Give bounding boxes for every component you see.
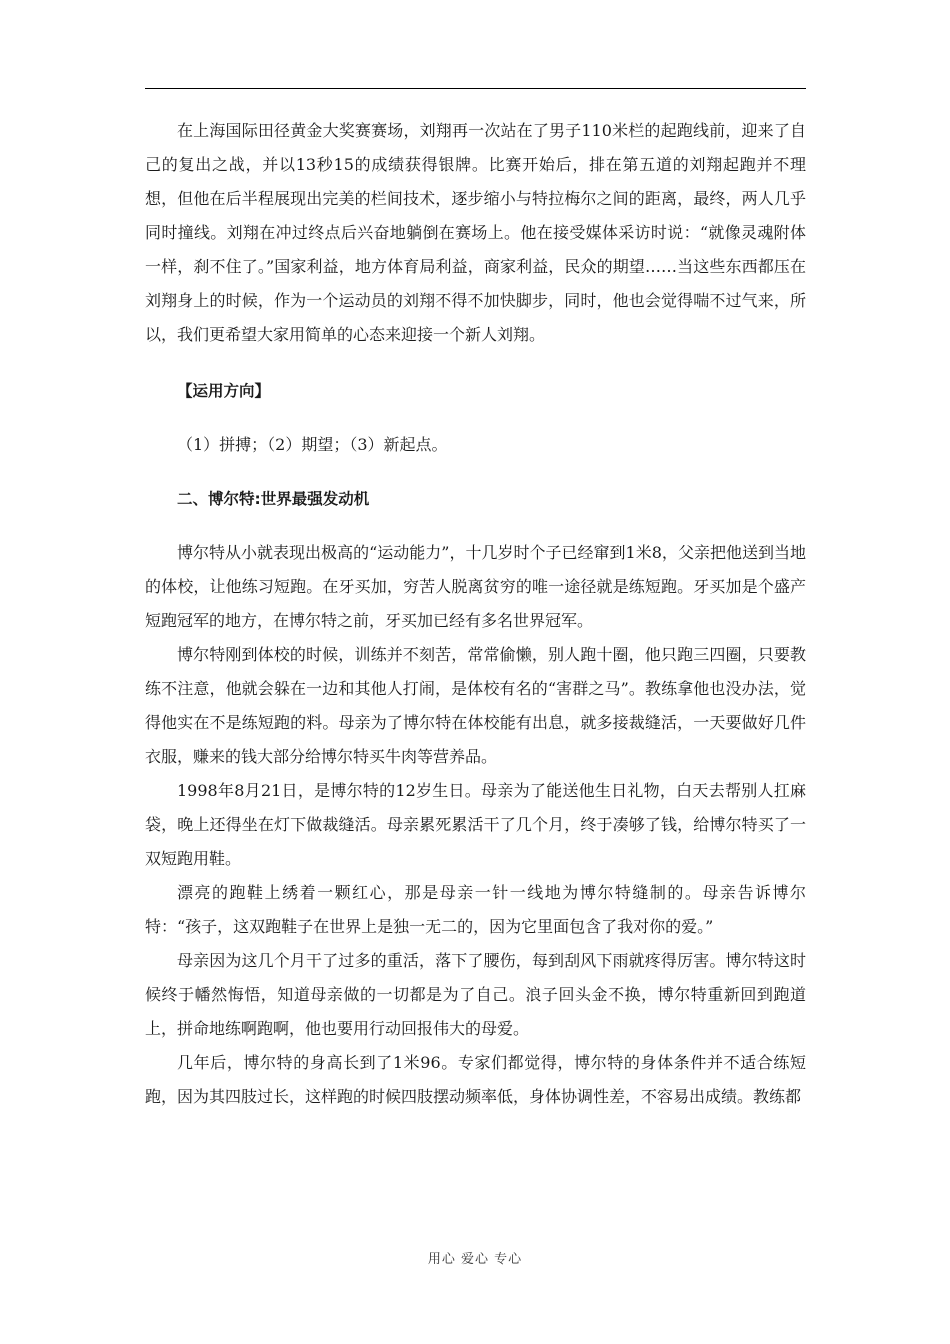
paragraph-liu-xiang: 在上海国际田径黄金大奖赛赛场，刘翔再一次站在了男子110米栏的起跑线前，迎来了自己的复出之战，并以13秒15的成绩获得银牌。比赛开始后，排在第五道的刘翔起跑并不理想，但他在后半程展现出完美的栏间技术，逐步缩小与特拉梅尔之间的距离，最终，两人几乎同时撞线。刘翔在冲过终点后兴奋地躺倒在赛场上。他在接受媒体采访时说：“就像灵魂附体一样，刹不住了。”国家利益，地方体育局利益，商家利益，民众的期望……当这些东西都压在刘翔身上的时候，作为一个运动员的刘翔不得不加快脚步，同时，他也会觉得喘不过气来，所以，我们更希望大家用简单的心态来迎接一个新人刘翔。: [145, 121, 806, 344]
paragraph-bolt-3: 1998年8月21日，是博尔特的12岁生日。母亲为了能送他生日礼物，白天去帮别人扛麻袋，晚上还得坐在灯下做裁缝活。母亲累死累活干了几个月，终于凑够了钱，给博尔特买了一双短跑用鞋。: [145, 781, 806, 868]
header-rule: [145, 88, 806, 89]
paragraph-bolt-4: 漂亮的跑鞋上绣着一颗红心，那是母亲一针一线地为博尔特缝制的。母亲告诉博尔特：“孩子，这双跑鞋子在世界上是独一无二的，因为它里面包含了我对你的爱。”: [145, 883, 806, 936]
page-footer: 用心 爱心 专心: [427, 1252, 523, 1267]
paragraph-bolt-2: 博尔特刚到体校的时候，训练并不刻苦，常常偷懒，别人跑十圈，他只跑三四圈，只要教练不注意，他就会躲在一边和其他人打闹，是体校有名的“害群之马”。教练拿他也没办法，觉得他实在不是练短跑的料。母亲为了博尔特在体校能有出息，就多接裁缝活，一天要做好几件衣服，赚来的钱大部分给博尔特买牛肉等营养品。: [145, 645, 806, 766]
usage-heading: 【运用方向】: [177, 382, 271, 400]
paragraph-bolt-5: 母亲因为这几个月干了过多的重活，落下了腰伤，每到刮风下雨就疼得厉害。博尔特这时候终于幡然悔悟，知道母亲做的一切都是为了自己。浪子回头金不换，博尔特重新回到跑道上，拼命地练啊跑啊，他也要用行动回报伟大的母爱。: [145, 951, 806, 1038]
usage-items: （1）拼搏；（2）期望；（3）新起点。: [177, 435, 448, 454]
section-heading: 二、博尔特:世界最强发动机: [177, 490, 370, 508]
document-body: [145, 114, 806, 1114]
paragraph-bolt-6: 几年后，博尔特的身高长到了1米96。专家们都觉得，博尔特的身体条件并不适合练短跑，因为其四肢过长，这样跑的时候四肢摆动频率低，身体协调性差，不容易出成绩。教练都: [145, 1053, 806, 1106]
paragraph-bolt-1: 博尔特从小就表现出极高的“运动能力”，十几岁时个子已经窜到1米8，父亲把他送到当地的体校，让他练习短跑。在牙买加，穷苦人脱离贫穷的唯一途径就是练短跑。牙买加是个盛产短跑冠军的地方，在博尔特之前，牙买加已经有多名世界冠军。: [145, 543, 806, 630]
